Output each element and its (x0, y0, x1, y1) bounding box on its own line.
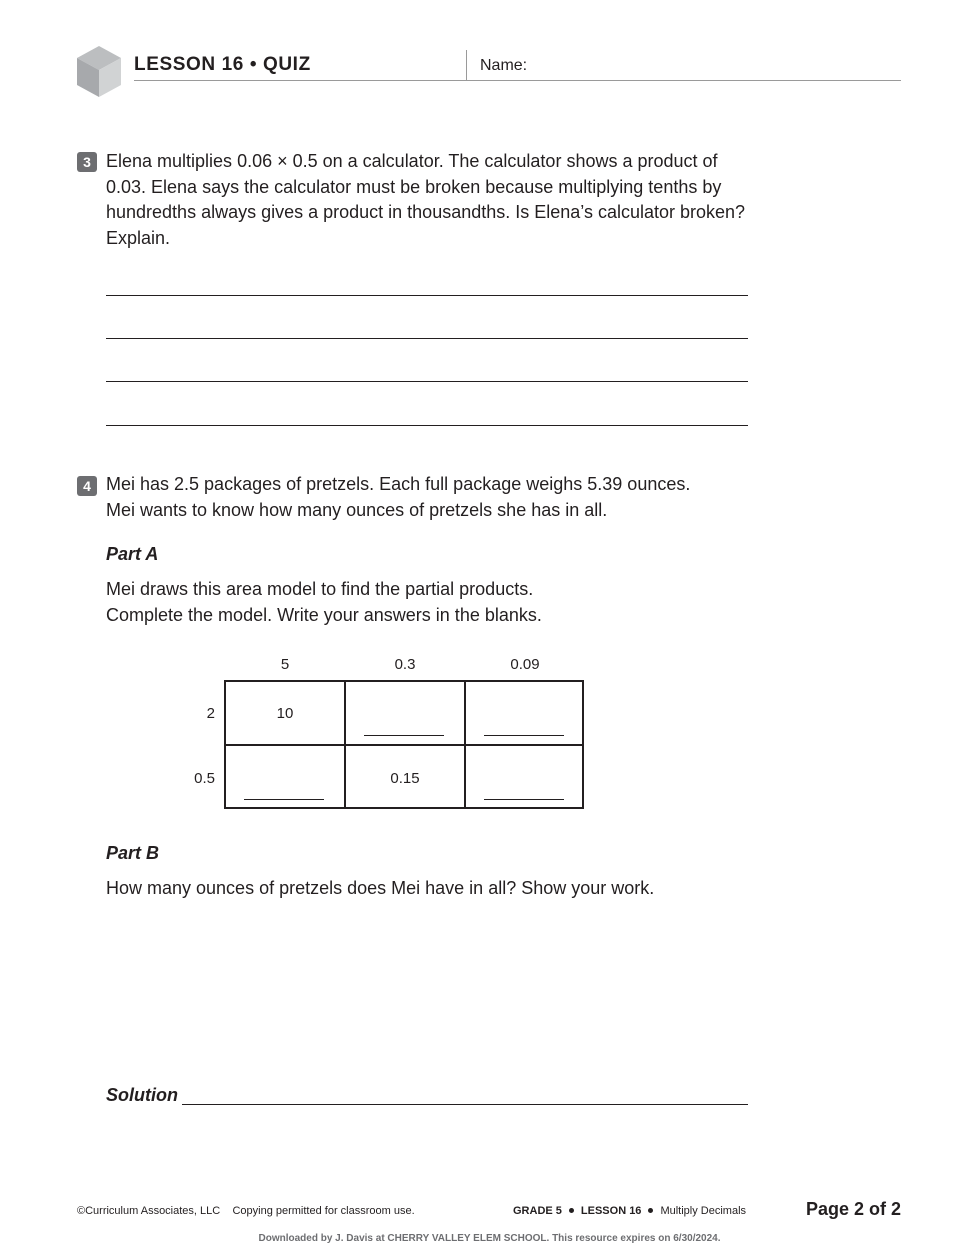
cube-icon (74, 44, 124, 100)
q3-line: hundredths always gives a product in thousandths. Is Elena’s calculator broken? (106, 202, 746, 223)
area-model-cell: 0.15 (390, 770, 420, 787)
q3-answer-line-1[interactable] (106, 295, 748, 296)
question-4-text (106, 472, 690, 523)
part-a-line: Complete the model. Write your answers in the blanks. (106, 604, 542, 625)
q3-answer-line-4[interactable] (106, 425, 748, 426)
area-model-row-label: 0.5 (194, 770, 215, 787)
copyright-text: ©Curriculum Associates, LLC (77, 1205, 221, 1217)
copying-text: Copying permitted for classroom use. (232, 1205, 415, 1217)
area-model-blank[interactable] (244, 799, 324, 800)
area-model-row-label: 2 (206, 705, 215, 722)
q3-answer-line-3[interactable] (106, 381, 748, 382)
q4-line: Mei wants to know how many ounces of pretzels she has in all. (106, 499, 608, 520)
area-model-column-label: 0.09 (510, 656, 540, 673)
bullet (648, 1208, 653, 1213)
question-4-badge: 4 (77, 476, 97, 496)
part-a-line: Mei draws this area model to find the partial products. (106, 579, 534, 599)
footer-lesson-label: LESSON 16 (580, 1205, 642, 1217)
area-model-blank[interactable] (484, 735, 564, 736)
area-model-column-label: 5 (280, 656, 290, 673)
footer-copyright (77, 1205, 415, 1217)
quiz-label: QUIZ (262, 54, 311, 75)
topic-label: Multiply Decimals (660, 1205, 747, 1217)
download-notice: Downloaded by J. Davis at CHERRY VALLEY ELEM SCHOOL. This resource expires on 6/30/2024. (258, 1233, 721, 1244)
bullet: • (249, 54, 258, 75)
lesson-label: LESSON 16 (134, 54, 244, 75)
part-a-label: Part A (106, 544, 159, 564)
grade-label: GRADE 5 (513, 1205, 562, 1217)
part-b-label: Part B (106, 843, 160, 863)
q3-answer-line-2[interactable] (106, 338, 748, 339)
area-model-divider (224, 744, 584, 746)
solution-answer-line[interactable] (182, 1104, 748, 1105)
q3-line: Explain. (106, 228, 171, 249)
q4-line: Mei has 2.5 packages of pretzels. Each full package weighs 5.39 ounces. (106, 474, 691, 494)
question-3-text (106, 149, 745, 252)
area-model-blank[interactable] (484, 799, 564, 800)
question-3-badge: 3 (77, 152, 97, 172)
area-model-blank[interactable] (364, 735, 444, 736)
q3-line: Elena multiplies 0.06 × 0.5 on a calculator. The calculator shows a product of (106, 151, 718, 171)
q3-line: 0.03. Elena says the calculator must be broken because multiplying tenths by (106, 176, 722, 197)
lesson-title (134, 54, 311, 76)
header-divider (466, 50, 467, 81)
footer-course (513, 1205, 746, 1217)
header-rule (134, 80, 901, 81)
part-b-text: How many ounces of pretzels does Mei have in all? Show your work. (106, 878, 655, 898)
area-model-column-label: 0.3 (394, 656, 416, 673)
solution-label: Solution (106, 1085, 178, 1105)
name-label: Name: (480, 57, 528, 74)
page-number: Page 2 of 2 (805, 1199, 901, 1219)
area-model-cell: 10 (276, 705, 294, 722)
part-a-text (106, 577, 542, 628)
bullet (569, 1208, 574, 1213)
